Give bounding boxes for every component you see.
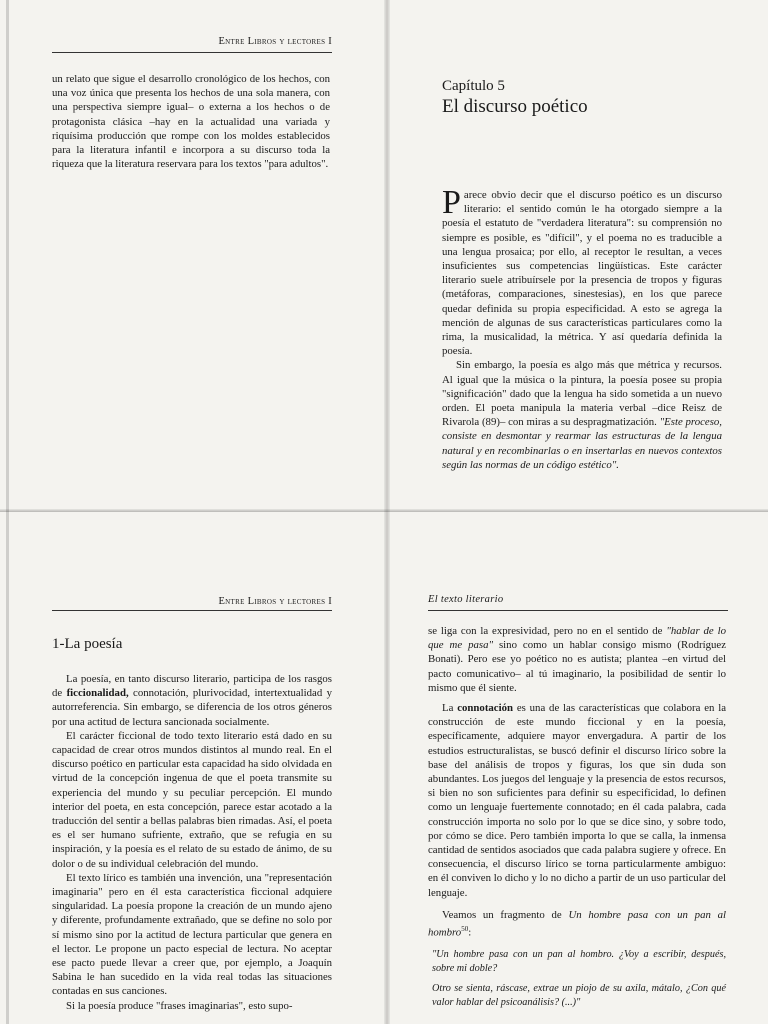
page-edge-shadow (6, 0, 9, 512)
text-run: La (442, 702, 458, 715)
paragraph-2 (428, 701, 726, 900)
paragraph-3: El texto lírico es también una invención, una "representación imaginaria" pero en él esta característica ficcional adquiere singularidad. La poesía propone la creación de un mundo ajeno y diferente, profundamente extrañado, que se define no solo por sí mismo sino por la actitud de lectura particular que genera en el lector. Le propone un pacto especial de lectura. No aceptar ese pacto puede llevar a creer que, por ejemplo, a Joaquín Sabina le han sucedido en la vida real todas las situaciones contadas en sus canciones. (52, 871, 332, 998)
page-114 (0, 0, 384, 512)
paragraph-text: arece obvio decir que el discurso poético es un discurso literario: el sentido común le ha otorgado siempre a la poesía el estatuto de "verdadera literatura": su comprensión no siempre es posible, es "difícil", y el poema no es traducible a una lengua prosaica; por ello, al receptor le resultan, a veces insuficientes sus competencias lingüísticas. Este carácter literario suele atribuírsele por la presencia de tropos y figuras (metáforas, comparaciones, sinestesias), en los que parece quedar definida su propia especificidad. A esto se agrega la mención de algunas de sus características particulares como la rima, la musicalidad, la métrica. Y así quedaría definida la poesía. (442, 189, 722, 358)
text-run: : (468, 926, 472, 939)
text-run: es una de las características que colabora en la construcción de este mundo ficcional y en la poesía, específicamente, adquiere mayor envergadura. A partir de los estudios estructuralistas, se buscó definir el discurso lírico sobre la base del análisis de tropos y figuras, los que sin duda son abundantes. Los juegos del lenguaje y la presencia de estos recursos, si bien no son suficientes para definir su especificidad, lo definen como un lenguaje fuertemente connotado; en él cada palabra, cada construcción importa no solo por lo que se dice sino, y sobre todo, por cómo se dice. Pero también importa lo que se calla, la inmensa cantidad de sentidos asociados que cada palabra sugiere y ofrece. En consecuencia, el discurso lírico se torna particularmente ambiguo: en él conviven lo dicho y lo no dicho a partir de un uso particular del lenguaje. (428, 702, 727, 899)
text-run: connotación, plurivocidad, intertextualidad y autorreferencia. Sin embargo, se diferencia de los otros géneros por una actitud de lectura sancionada socialmente. (52, 687, 333, 728)
poem-quote-1: "Un hombre pasa con un pan al hombro. ¿Voy a escribir, después, sobre mi doble? (432, 948, 726, 975)
section-title: 1-La poesía (52, 636, 123, 652)
gutter-shadow (384, 0, 390, 512)
page-116 (0, 512, 384, 1024)
paragraph-1 (52, 672, 332, 729)
paragraph-4: Si la poesía produce "frases imaginarias", esto supo- (66, 999, 293, 1012)
page-115 (384, 0, 768, 512)
paragraph-text: Sin embargo, la poesía es algo más que métrica y recursos. Al igual que la música o la pintura, la poesía posee su propia "significación" dado que la lengua ha sido sometida a un nuevo orden. El poeta manipula la materia verbal –dice Reisz de Rivarola (89)– con miras a su despragmatización. (442, 359, 722, 429)
quoted-text: "Este proceso, consiste en desmontar y rearmar las estructuras de la lengua natural y en recombinarlas o en insertarlas en nuevos contextos según las normas de un código estético". (442, 416, 722, 471)
drop-cap: P (442, 184, 461, 221)
gutter-shadow (384, 512, 390, 1024)
paragraph-1 (428, 624, 726, 695)
body-text (442, 184, 722, 472)
chapter-title: El discurso poético (442, 96, 588, 117)
paragraph-2: El carácter ficcional de todo texto literario está dado en su capacidad de crear otros mundos distintos al mundo real. En el discurso poético en particular esta capacidad ha sido olvidada en virtud de la concepción ingenua de que el poeta transmite su experiencia del mundo y su peculiar percepción. El mundo interior del poeta, en esta concepción, parece estar acotado a la traducción del sentir a bellas palabras bien rimadas. Así, el poeta es el ser humano sufriente, extraño, que se refugia en su inspiración, y la poesía es el relato de su estado de ánimo, de su dolor o de su individual celebración del mundo. (52, 729, 332, 870)
chapter-label: Capítulo 5 (442, 78, 505, 94)
italic-text: "hablar de lo que me pasa" (428, 625, 726, 652)
paragraph-2 (442, 358, 722, 472)
poem-quote-2: Otro se sienta, ráscase, extrae un piojo de su axila, mátalo, ¿Con qué valor hablar del psicoanálisis? (...)" (432, 983, 726, 1009)
running-head: Entre Libros y lectores I (218, 596, 332, 607)
body-text (52, 72, 330, 171)
paragraph-1 (442, 184, 722, 358)
text-run: Veamos un fragmento de (442, 908, 569, 921)
running-head: El texto literario (428, 594, 504, 605)
text-run: La poesía, en tanto discurso literario, participa de los rasgos de (52, 673, 332, 700)
header-rule (428, 610, 728, 611)
bold-term: connotación (457, 702, 514, 715)
body-text (428, 624, 726, 1011)
header-rule (52, 52, 332, 53)
footnote-marker: 50 (461, 925, 469, 934)
header-rule (52, 610, 332, 611)
paragraph: un relato que sigue el desarrollo cronológico de los hechos, con una voz única que presenta los hechos de una sola manera, con una perspectiva siempre igual– o externa a los hechos o de protagonista clásica –hay en la actualidad una variada y riquísima producción que rompe con los moldes establecidos para la literatura infantil e incorpora a su discurso toda la riqueza que la literatura reservara para los textos "para adultos". (52, 73, 330, 171)
body-text (52, 672, 332, 1013)
bold-term: ficcionalidad, (66, 687, 129, 700)
italic-text: Un hombre pasa con un pan al hombro (428, 908, 726, 939)
running-head: Entre Libros y lectores I (218, 36, 332, 47)
page-117 (384, 512, 768, 1024)
page-edge-shadow (6, 512, 9, 1024)
paragraph-3 (428, 908, 726, 940)
text-run: se liga con la expresividad, pero no en el sentido de (428, 625, 667, 637)
text-run: sino como un hablar consigo mismo (Rodríguez Bonati). Pero ese yo poético no es autista; plantea –en virtud del pacto comunicativo– al tú imaginario, la posibilidad de sentir lo mismo que él siente. (428, 639, 726, 694)
